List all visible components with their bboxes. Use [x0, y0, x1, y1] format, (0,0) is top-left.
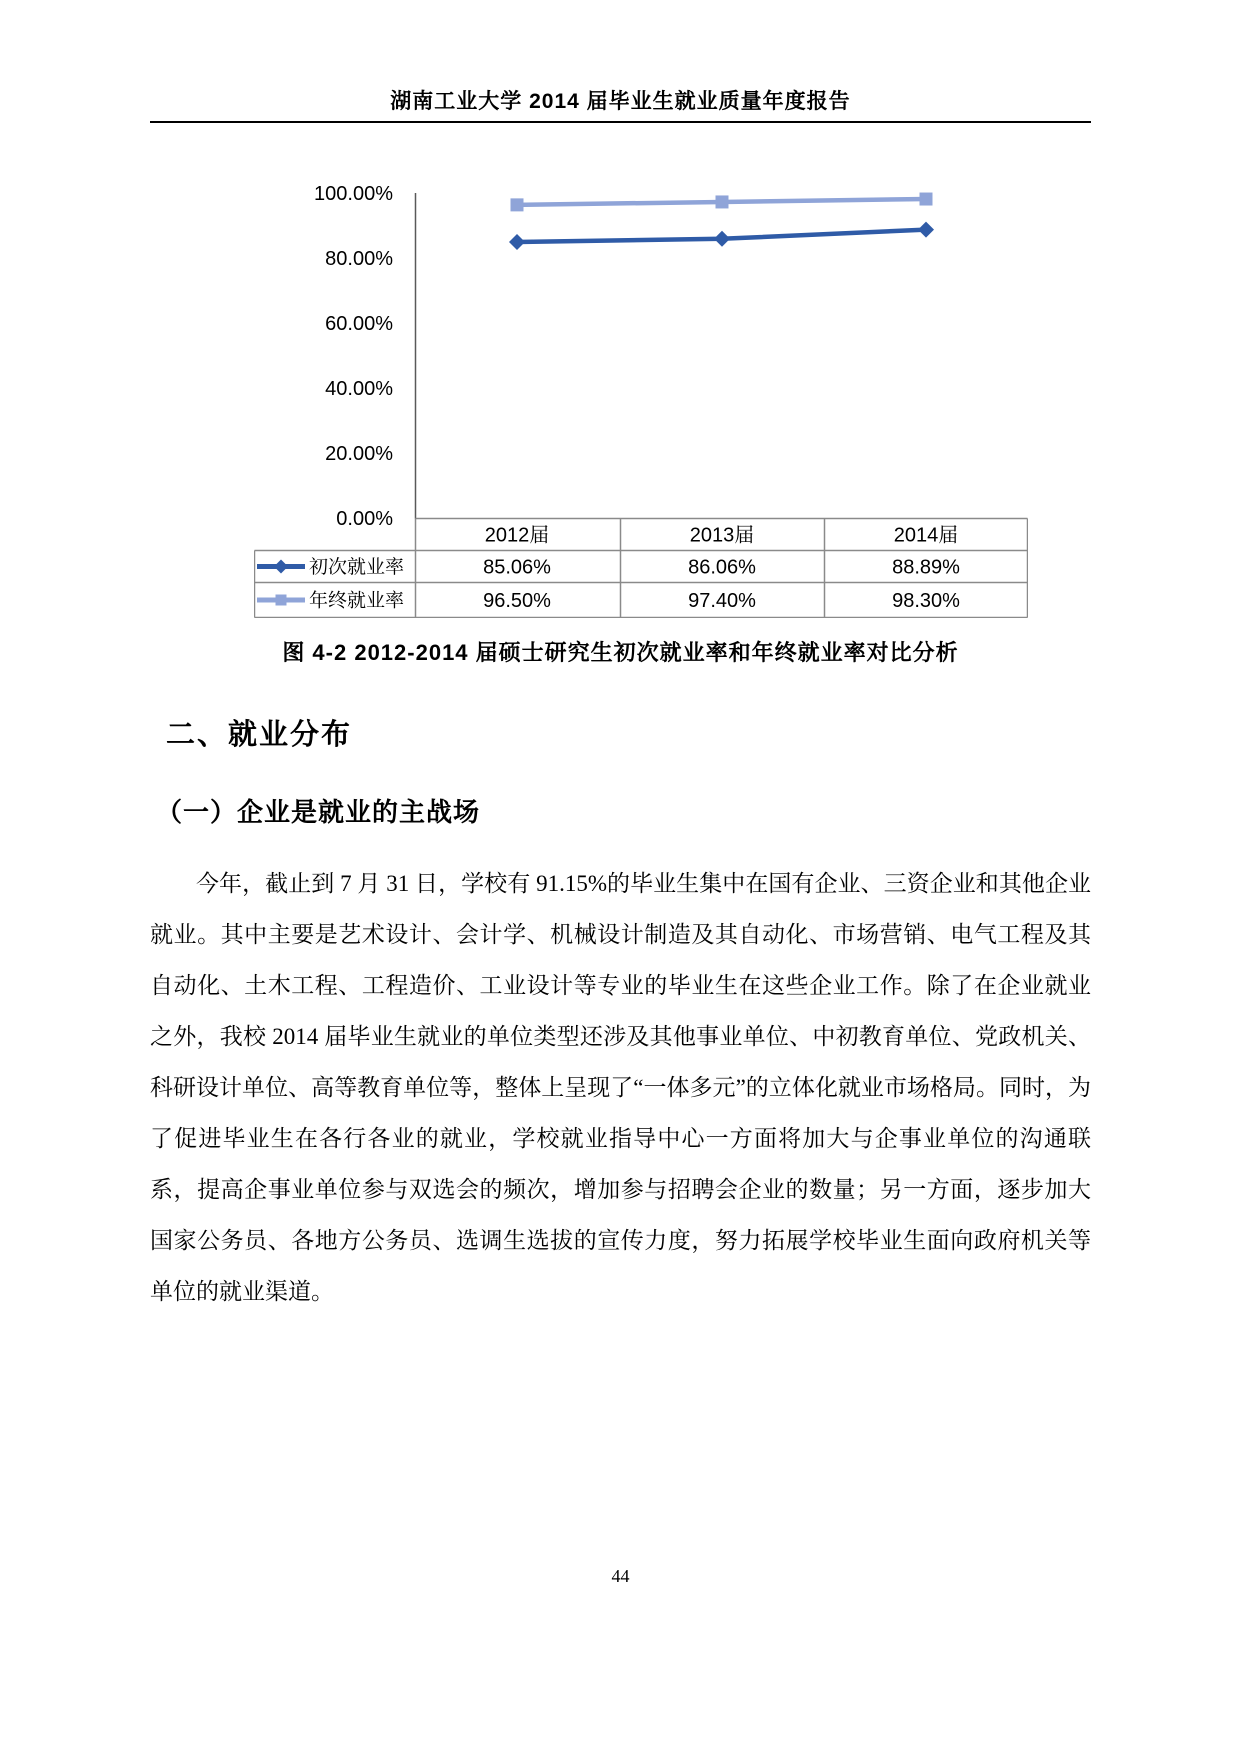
table-value: 96.50%	[483, 590, 551, 612]
page-header-title: 湖南工业大学 2014 届毕业生就业质量年度报告	[390, 90, 851, 113]
series-marker-1	[511, 198, 524, 211]
series-marker-0	[714, 231, 730, 247]
chart-canvas	[254, 170, 1028, 618]
legend-label: 年终就业率	[309, 590, 405, 612]
y-axis-tick-label: 100.00%	[314, 183, 393, 205]
y-axis-tick-label: 20.00%	[325, 443, 393, 465]
subsection-heading: （一）企业是就业的主战场	[156, 797, 481, 827]
legend-label: 初次就业率	[309, 557, 405, 579]
page-number: 44	[611, 1566, 630, 1586]
table-value: 85.06%	[483, 556, 551, 579]
y-axis-tick-label: 40.00%	[325, 378, 393, 400]
section-heading: 二、就业分布	[166, 719, 353, 751]
legend-key-marker-1	[276, 595, 287, 606]
employment-rate-chart	[254, 170, 1028, 618]
y-axis-tick-label: 60.00%	[325, 313, 393, 335]
series-marker-0	[509, 234, 525, 250]
legend-key-marker-0	[274, 560, 288, 574]
category-label: 2013届	[689, 524, 755, 547]
table-value: 97.40%	[688, 590, 756, 612]
figure-caption: 图 4-2 2012-2014 届硕士研究生初次就业率和年终就业率对比分析	[282, 640, 959, 665]
category-label: 2014届	[893, 524, 959, 547]
header-divider	[150, 121, 1091, 123]
table-value: 98.30%	[892, 590, 960, 612]
category-label: 2012届	[484, 524, 550, 547]
table-value: 88.89%	[892, 556, 960, 579]
table-value: 86.06%	[688, 556, 756, 579]
y-axis-tick-label: 0.00%	[336, 508, 393, 530]
series-marker-1	[716, 195, 729, 208]
series-marker-1	[920, 193, 933, 206]
series-marker-0	[918, 222, 934, 238]
body-paragraph: 今年，截止到 7 月 31 日，学校有 91.15%的毕业生集中在国有企业、三资企业和其他企业就业。其中主要是艺术设计、会计学、机械设计制造及其自动化、市场营销、电气工程及其自动化、土木工程、工程造价、工业设计等专业的毕业生在这些企业工作。除了在企业就业之外，我校 2014 届毕业生就业的单位类型还涉及其他事业单位、中初教育单位、党政机关、科研设计单位、高等教育单位等，整体上呈现了“一体多元”的立体化就业市场格局。同时，为了促进毕业生在各行各业的就业，学校就业指导中心一方面将加大与企事业单位的沟通联系，提高企事业单位参与双选会的频次，增加参与招聘会企业的数量；另一方面，逐步加大国家公务员、各地方公务员、选调生选拔的宣传力度，努力拓展学校毕业生面向政府机关等单位的就业渠道。	[150, 871, 1091, 1304]
y-axis-tick-label: 80.00%	[325, 248, 393, 270]
